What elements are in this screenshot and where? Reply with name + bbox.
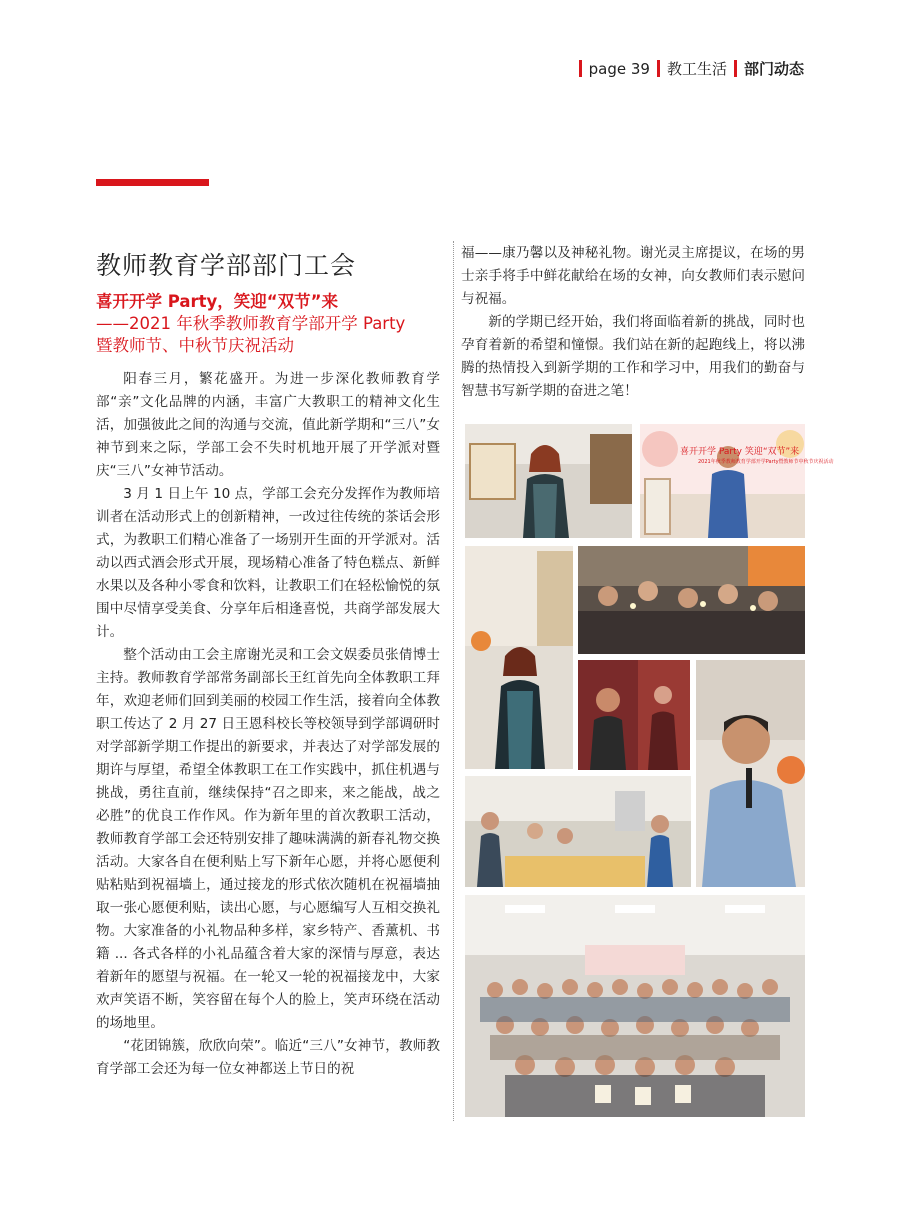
left-column (96, 368, 440, 1081)
article-subhead-1: ——2021 年秋季教师教育学部开学 Party (96, 314, 406, 333)
photo-man-with-banner (640, 424, 834, 538)
banner-subtext: 2021年秋季教师教育学部开学Party暨教师节中秋节庆祝活动 (698, 459, 834, 465)
article-subhead-2: 暨教师节、中秋节庆祝活动 (96, 336, 294, 355)
header-section: 教工生活 (666, 60, 727, 78)
photo-woman-speaking (465, 424, 632, 538)
header-category: 部门动态 (743, 60, 804, 78)
paragraph: “花团锦簇，欣欣向荣”。临近“三八”女神节，教师教育学部工会还为每一位女神都送上节日的祝 (96, 1038, 440, 1077)
article-headline-block (96, 291, 446, 357)
photo-man-singing (578, 660, 690, 770)
photo-audience-phones (578, 546, 805, 654)
paragraph: 阳春三月，繁花盛开。为进一步深化教师教育学部“亲”文化品牌的内涵，丰富广大教职工的精神文化生活，加强彼此之间的沟通与交流，值此新学期和“三八”女神节到来之际，学部工会不失时机地开展了开学派对暨庆“三八”女神节活动。 (96, 371, 440, 479)
paragraph: 整个活动由工会主席谢光灵和工会文娱委员张倩博士主持。教师教育学部常务副部长王红首先向全体教职工拜年，欢迎老师们回到美丽的校园工作生活，接着向全体教职工传达了 2 月 27 日王恩科校长等校领导到学部调研时对学部新学期工作提出的新要求，并表达了对学部发展的期许与厚望，希望全体教职工在工作实践中，抓住机遇与挑战，勇往直前，继续保持“召之即来，来之能战，战之必胜”的优良工作作风。作为新年里的首次教职工活动，教师教育学部工会还特别安排了趣味满满的新春礼物交换活动。大家各自在便利贴上写下新年心愿，并将心愿便利贴粘贴到祝福墙上，通过接龙的形式依次随机在祝福墙抽取一张心愿便利贴，读出心愿，与心愿编写人互相交换礼物。大家准备的小礼物品种多样，家乡特产、香薰机、书籍 ... 各式各样的小礼品蕴含着大家的深情与厚意，表达着新年的愿望与祝福。在一轮又一轮的祝福接龙中，大家欢声笑语不断，笑容留在每个人的脸上，笑声环绕在活动的场地里。 (96, 647, 440, 1031)
header-bar (734, 60, 737, 77)
running-header (579, 58, 804, 79)
banner-text: 喜开开学 Party 笑迎“双节”来 (680, 447, 800, 457)
accent-rule (96, 179, 209, 186)
page-number: page 39 (588, 59, 650, 78)
paragraph: 新的学期已经开始，我们将面临着新的挑战，同时也孕育着新的希望和憧憬。我们站在新的起跑线上，将以沸腾的热情投入到新学期的工作和学习中，用我们的勤奋与智慧书写新学期的奋进之笔！ (461, 314, 805, 399)
article-headline: 喜开开学 Party，笑迎“双节”来 (96, 292, 338, 311)
right-column (461, 242, 805, 403)
header-bar (579, 60, 582, 77)
photo-man-microphone (696, 660, 805, 887)
header-bar (657, 60, 660, 77)
paragraph: 3 月 1 日上午 10 点，学部工会充分发挥作为教师培训者在活动形式上的创新精神，一改过往传统的茶话会形式，为教职工们精心准备了一场别开生面的开学派对。活动以西式酒会形式开展，现场精心准备了特色糕点、新鲜水果以及各种小零食和饮料，让教职工们在轻松愉悦的氛围中尽情享受美食、分享年后相逢喜悦，共商学部发展大计。 (96, 486, 440, 640)
photo-group-gathering (465, 776, 691, 887)
photo-woman-host (465, 546, 573, 769)
column-divider (453, 241, 455, 1121)
section-title: 教师教育学部部门工会 (96, 251, 357, 280)
paragraph: 福——康乃馨以及神秘礼物。谢光灵主席提议，在场的男士亲手将手中鲜花献给在场的女神，向女教师们表示慰问与祝福。 (461, 245, 805, 307)
photo-group-portrait (465, 895, 805, 1117)
